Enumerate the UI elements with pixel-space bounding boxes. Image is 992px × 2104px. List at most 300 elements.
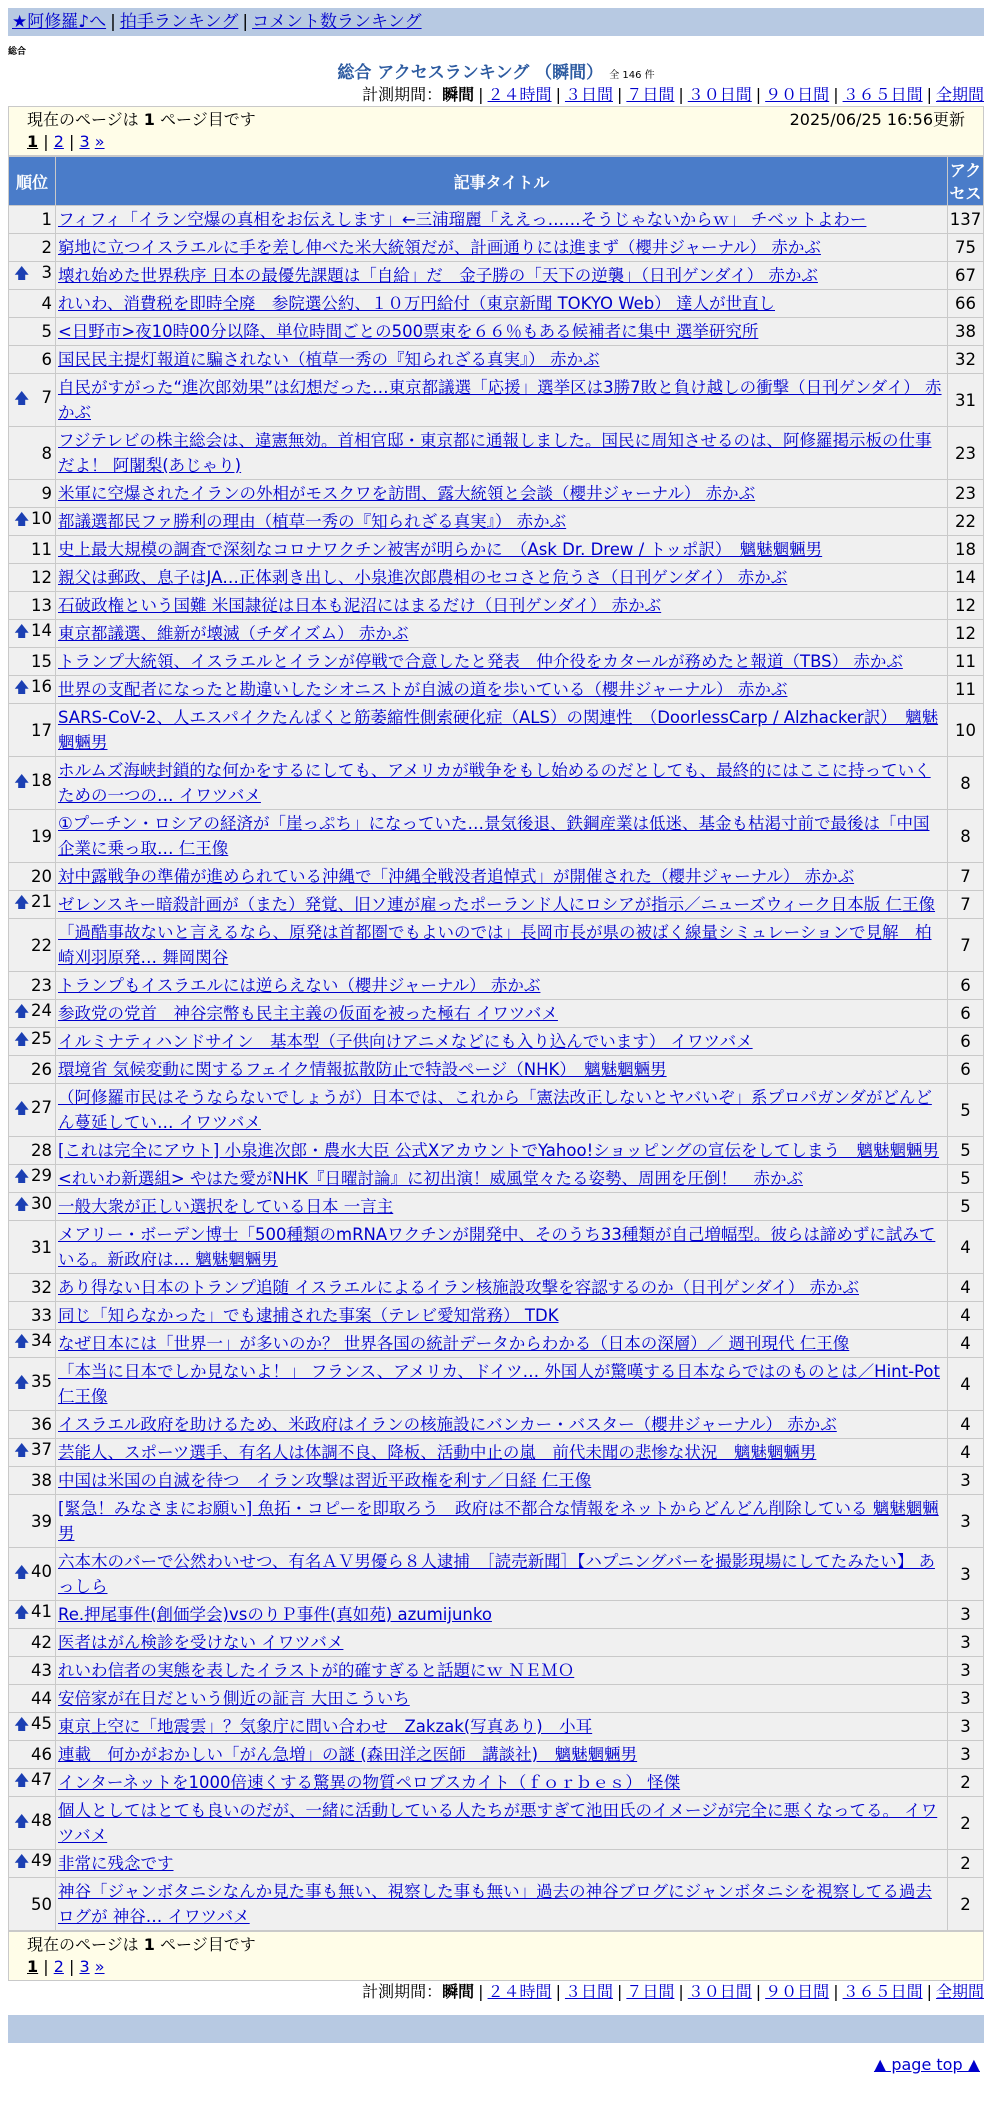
article-link[interactable]: フィフィ「イラン空爆の真相をお伝えします」←三浦瑠麗「ええっ……そうじゃないからｗ」 チベットよわー (58, 210, 867, 229)
pager-page-2[interactable]: 2 (53, 1957, 64, 1976)
rank-number: 49 (31, 1851, 52, 1870)
rank-cell (9, 592, 56, 620)
period-option-6[interactable]: 全期間 (935, 85, 984, 104)
title-cell (56, 620, 948, 648)
rank-cell (9, 1000, 56, 1028)
table-row (9, 1850, 984, 1878)
article-link[interactable]: 参政党の党首 神谷宗幣も民主主義の仮面を被った極右 イワツバメ (58, 1004, 558, 1023)
access-count: 3 (948, 1467, 984, 1495)
access-count: 3 (948, 1741, 984, 1769)
article-link[interactable]: ①プーチン・ロシアの経済が「崖っぷち」になっていた…景気後退、鉄鋼産業は低迷、基金も枯渇寸前で最後は「中国企業に乗っ取… 仁王像 (58, 814, 930, 858)
table-row (9, 1878, 984, 1931)
page-info-top (8, 106, 984, 156)
title-cell (56, 234, 948, 262)
rank-number: 19 (31, 826, 52, 846)
period-option-0[interactable]: ２４時間 (487, 1982, 552, 2001)
table-row (9, 262, 984, 290)
rank-cell (9, 1769, 56, 1797)
article-link[interactable]: ゼレンスキー暗殺計画が（また）発覚、旧ソ連が雇ったポーランド人にロシアが指示／ニューズウィーク日本版 仁王像 (58, 895, 936, 914)
period-option-4[interactable]: ９０日間 (765, 85, 830, 104)
rank-number: 16 (31, 677, 52, 696)
access-count: 4 (948, 1221, 984, 1274)
title-cell (56, 1467, 948, 1495)
period-separator: | (478, 1982, 484, 2001)
rank-number: 47 (31, 1770, 52, 1789)
title-cell (56, 757, 948, 810)
rank-cell (9, 427, 56, 480)
period-label: 計測期間： (362, 85, 443, 104)
access-count: 137 (948, 206, 984, 234)
title-cell (56, 206, 948, 234)
rank-cell (9, 1495, 56, 1548)
clap-ranking-link[interactable]: 拍手ランキング (119, 12, 239, 32)
up-arrow-icon: 🡅 (14, 1002, 30, 1020)
title-cell (56, 1878, 948, 1931)
rank-cell (9, 262, 56, 290)
rank-cell (9, 1601, 56, 1629)
title-cell (56, 676, 948, 704)
title-cell (56, 972, 948, 1000)
rank-cell (9, 1137, 56, 1165)
table-row (9, 1685, 984, 1713)
rank-number: 39 (31, 1511, 52, 1531)
rank-cell (9, 1358, 56, 1411)
rank-cell (9, 1797, 56, 1850)
table-row (9, 810, 984, 863)
rank-cell (9, 1439, 56, 1467)
bottom-bar (8, 2015, 984, 2043)
table-row (9, 1601, 984, 1629)
table-row (9, 1056, 984, 1084)
rank-cell (9, 1685, 56, 1713)
title-cell (56, 1330, 948, 1358)
access-count: 7 (948, 891, 984, 919)
table-row (9, 318, 984, 346)
title-cell (56, 1850, 948, 1878)
title-cell (56, 1000, 948, 1028)
article-link[interactable]: あり得ない日本のトランプ追随 イスラエルによるイラン核施設攻撃を容認するのか（日刊ゲンダイ） 赤かぶ (58, 1278, 860, 1297)
title-cell (56, 1165, 948, 1193)
title-cell (56, 1137, 948, 1165)
table-row (9, 1439, 984, 1467)
access-count: 67 (948, 262, 984, 290)
title-cell (56, 1358, 948, 1411)
article-link[interactable]: 壊れ始めた世界秩序 日本の最優先課題は「自給」だ 金子勝の「天下の逆襲」（日刊ゲンダイ） 赤かぶ (58, 266, 818, 285)
rank-number: 15 (31, 652, 52, 671)
rank-number: 37 (31, 1440, 52, 1459)
rank-number: 12 (31, 568, 52, 587)
rank-cell (9, 206, 56, 234)
period-separator: | (478, 85, 484, 104)
access-count: 3 (948, 1601, 984, 1629)
period-current: 瞬間 (442, 85, 475, 104)
up-arrow-icon: 🡅 (14, 1167, 30, 1185)
rank-cell (9, 810, 56, 863)
title-cell (56, 1685, 948, 1713)
article-link[interactable]: ホルムズ海峡封鎖的な何かをするにしても、アメリカが戦争をもし始めるのだとしても、最終的にはここに持っていくための一つの… イワツバメ (58, 761, 931, 805)
article-link[interactable]: 個人としてはとても良いのだが、一緒に活動している人たちが悪すぎて池田氏のイメージが完全に悪くなってる。 イワツバメ (58, 1801, 938, 1845)
nav-separator: | (242, 12, 249, 32)
table-row (9, 676, 984, 704)
rank-cell (9, 1850, 56, 1878)
period-option-6[interactable]: 全期間 (935, 1982, 984, 2001)
rank-number: 43 (31, 1661, 52, 1680)
access-count: 22 (948, 508, 984, 536)
period-option-3[interactable]: ３０日間 (687, 85, 752, 104)
article-link[interactable]: イスラエル政府を助けるため、米政府はイランの核施設にバンカー・バスター（櫻井ジャーナル） 赤かぶ (58, 1415, 837, 1434)
article-link[interactable]: 連載 何かがおかしい「がん急増」の謎 (森田洋之医師 講談社) 魑魅魍魎男 (58, 1745, 638, 1764)
title-cell (56, 1713, 948, 1741)
rank-cell (9, 1657, 56, 1685)
article-link[interactable]: 国民民主提灯報道に騙されない（植草一秀の『知られざる真実』） 赤かぶ (58, 350, 600, 369)
title-cell (56, 1548, 948, 1601)
access-count: 3 (948, 1685, 984, 1713)
table-row (9, 757, 984, 810)
period-option-5[interactable]: ３６５日間 (842, 85, 923, 104)
access-count: 3 (948, 1713, 984, 1741)
access-count: 3 (948, 1548, 984, 1601)
up-arrow-icon: 🡅 (14, 1441, 30, 1459)
access-count: 4 (948, 1330, 984, 1358)
rank-number: 38 (31, 1471, 52, 1490)
table-row (9, 234, 984, 262)
table-row (9, 1330, 984, 1358)
period-separator: | (616, 1982, 623, 2001)
title-cell (56, 1411, 948, 1439)
article-link[interactable]: 神谷「ジャンボタニシなんか見た事も無い、視察した事も無い」過去の神谷ブログにジャンボタニシを視察してる過去ログが 神谷… イワツバメ (58, 1882, 932, 1926)
rank-cell (9, 648, 56, 676)
article-link[interactable]: [これは完全にアウト] 小泉進次郎・農水大臣 公式XアカウントでYahoo!ショッピングの宣伝をしてしまう 魑魅魍魎男 (58, 1141, 940, 1160)
access-count: 4 (948, 1274, 984, 1302)
period-label: 計測期間： (362, 1982, 443, 2001)
title-cell (56, 262, 948, 290)
rank-number: 1 (41, 210, 52, 229)
article-link[interactable]: SARS-CoV-2、人エスパイクたんぱくと筋萎縮性側索硬化症（ALS）の関連性 （DoorlessCarp / Alzhacker訳） 魑魅魍魎男 (58, 708, 939, 752)
table-row (9, 1657, 984, 1685)
period-separator: | (678, 85, 684, 104)
title-cell (56, 290, 948, 318)
pager-current: 1 (27, 132, 39, 151)
page-top-link[interactable]: ▲ page top ▲ (873, 2055, 980, 2074)
access-count: 5 (948, 1165, 984, 1193)
title-cell (56, 648, 948, 676)
article-link[interactable]: 安倍家が在日だという側近の証言 大田こういち (58, 1689, 410, 1708)
title-cell (56, 1601, 948, 1629)
rank-cell (9, 704, 56, 757)
table-row (9, 648, 984, 676)
rank-cell (9, 1713, 56, 1741)
rank-number: 28 (31, 1141, 52, 1160)
article-link[interactable]: 窮地に立つイスラエルに手を差し伸べた米大統領だが、計画通りには進まず（櫻井ジャーナル） 赤かぶ (58, 238, 821, 257)
up-arrow-icon: 🡅 (14, 1715, 30, 1733)
article-link[interactable]: 米軍に空爆されたイランの外相がモスクワを訪問、露大統領と会談（櫻井ジャーナル） 赤かぶ (58, 484, 756, 503)
article-link[interactable]: 非常に残念です (58, 1854, 174, 1873)
rank-number: 25 (31, 1029, 52, 1048)
title-cell (56, 1193, 948, 1221)
rank-number: 8 (41, 443, 52, 463)
article-link[interactable]: 六本木のバーで公然わいせつ、有名ＡＶ男優ら８人逮捕 ［読売新聞］【ハプニングバーを撮影現場にしてたみたい】 あっしら (58, 1552, 935, 1596)
rank-cell (9, 1221, 56, 1274)
article-link[interactable]: 世界の支配者になったと勘違いしたシオニストが自滅の道を歩いている（櫻井ジャーナル） 赤かぶ (58, 680, 788, 699)
title-cell (56, 318, 948, 346)
rank-cell (9, 374, 56, 427)
rank-number: 11 (31, 540, 52, 559)
period-option-3[interactable]: ３０日間 (687, 1982, 752, 2001)
article-link[interactable]: 同じ「知らなかった」でも逮捕された事案（テレビ愛知常務） TDK (58, 1306, 559, 1325)
rank-number: 27 (31, 1097, 52, 1117)
ranking-table (8, 156, 984, 1931)
home-link[interactable]: ★阿修羅♪へ (12, 12, 107, 32)
article-link[interactable]: トランプもイスラエルには逆らえない（櫻井ジャーナル） 赤かぶ (58, 976, 541, 995)
comment-ranking-link[interactable]: コメント数ランキング (252, 12, 422, 32)
access-count: 2 (948, 1850, 984, 1878)
rank-cell (9, 1629, 56, 1657)
period-separator: | (755, 1982, 762, 2001)
up-arrow-icon: 🡅 (14, 264, 30, 282)
title-cell (56, 810, 948, 863)
access-count: 6 (948, 1028, 984, 1056)
article-link[interactable]: 東京都議選、維新が壊滅（チダイズム） 赤かぶ (58, 624, 409, 643)
pager-next[interactable]: » (94, 1957, 105, 1976)
category-label: 総合 (8, 47, 27, 57)
title-cell (56, 1741, 948, 1769)
page-info-bottom (8, 1931, 984, 1981)
title-cell (56, 374, 948, 427)
up-arrow-icon: 🡅 (14, 1372, 30, 1391)
article-link[interactable]: <れいわ新選組> やはた愛がNHK『日曜討論』に初出演！威風堂々たる姿勢、周囲を圧倒！ 赤かぶ (58, 1169, 803, 1188)
rank-cell (9, 891, 56, 919)
rank-cell (9, 1411, 56, 1439)
access-count: 4 (948, 1358, 984, 1411)
rank-cell (9, 757, 56, 810)
article-link[interactable]: トランプ大統領、イスラエルとイランが停戦で合意したと発表 仲介役をカタールが務めたと報道（TBS） 赤かぶ (58, 652, 903, 671)
up-arrow-icon: 🡅 (14, 1562, 30, 1581)
period-separator: | (555, 1982, 561, 2001)
rank-cell (9, 290, 56, 318)
access-count: 4 (948, 1302, 984, 1330)
access-count: 12 (948, 620, 984, 648)
header-title: 記事タイトル (56, 157, 948, 206)
title-cell (56, 1302, 948, 1330)
up-arrow-icon: 🡅 (14, 1098, 30, 1117)
article-link[interactable]: 芸能人、スポーツ選手、有名人は体調不良、降板、活動中止の嵐 前代未聞の悲惨な状況 魑魅魍魎男 (58, 1443, 817, 1462)
access-count: 14 (948, 564, 984, 592)
access-count: 75 (948, 234, 984, 262)
article-link[interactable]: （阿修羅市民はそうならないでしょうが）日本では、これから「憲法改正しないとヤバいぞ」系プロパガンダがどんどん蔓延してい… イワツバメ (58, 1088, 932, 1132)
title-cell (56, 863, 948, 891)
pager-next[interactable]: » (94, 132, 105, 151)
article-link[interactable]: 「本当に日本でしか見ないよ！」 フランス、アメリカ、ドイツ… 外国人が驚嘆する日本ならではのものとは／Hint-Pot 仁王像 (58, 1362, 940, 1406)
title-cell (56, 1797, 948, 1850)
period-option-1[interactable]: ３日間 (564, 85, 613, 104)
table-row (9, 863, 984, 891)
access-count: 6 (948, 1000, 984, 1028)
rank-number: 23 (31, 976, 52, 995)
table-row (9, 427, 984, 480)
rank-cell (9, 1467, 56, 1495)
article-link[interactable]: 「過酷事故ないと言えるなら、原発は首都圏でもよいのでは」長岡市長が県の被ばく線量シミュレーションで見解 柏崎刈羽原発… 舞岡関谷 (58, 923, 932, 967)
table-row (9, 704, 984, 757)
up-arrow-icon: 🡅 (14, 622, 30, 640)
rank-number: 6 (41, 350, 52, 369)
rank-cell (9, 676, 56, 704)
article-link[interactable]: 一般大衆が正しい選択をしている日本 一言主 (58, 1197, 394, 1216)
article-link[interactable]: 医者はがん検診を受けない イワツバメ (58, 1633, 344, 1652)
table-row (9, 374, 984, 427)
title-cell (56, 1028, 948, 1056)
pager-separator: | (38, 1957, 54, 1976)
rank-number: 2 (41, 238, 52, 257)
access-count: 23 (948, 427, 984, 480)
period-separator: | (678, 1982, 684, 2001)
title-cell (56, 1056, 948, 1084)
period-option-5[interactable]: ３６５日間 (842, 1982, 923, 2001)
rank-number: 10 (31, 509, 52, 528)
table-row (9, 1000, 984, 1028)
table-row (9, 1741, 984, 1769)
access-count: 4 (948, 1439, 984, 1467)
access-count: 2 (948, 1769, 984, 1797)
article-link[interactable]: 中国は米国の自滅を待つ イラン攻撃は習近平政権を利す／日経 仁王像 (58, 1471, 592, 1490)
access-count: 8 (948, 757, 984, 810)
rank-number: 29 (31, 1166, 52, 1185)
period-selector-bottom (8, 1981, 984, 2003)
up-arrow-icon: 🡅 (14, 1030, 30, 1048)
access-count: 3 (948, 1629, 984, 1657)
pager-page-3[interactable]: 3 (79, 1957, 90, 1976)
rank-number: 26 (31, 1060, 52, 1079)
period-separator: | (833, 1982, 839, 2001)
title-cell (56, 1657, 948, 1685)
rank-number: 22 (31, 935, 52, 955)
rank-number: 33 (31, 1306, 52, 1325)
access-count: 4 (948, 1411, 984, 1439)
article-link[interactable]: 自民がすがった“進次郎効果”は幻想だった…東京都議選「応援」選挙区は3勝7敗と負け越しの衝撃（日刊ゲンダイ） 赤かぶ (58, 378, 942, 422)
up-arrow-icon: 🡅 (14, 1852, 30, 1870)
table-row (9, 1495, 984, 1548)
rank-cell (9, 1302, 56, 1330)
access-count: 7 (948, 863, 984, 891)
period-option-4[interactable]: ９０日間 (765, 1982, 830, 2001)
title-cell (56, 1274, 948, 1302)
article-link[interactable]: れいわ信者の実態を表したイラストが的確すぎると話題にｗ ＮＥＭＯ (58, 1661, 575, 1680)
table-row (9, 206, 984, 234)
article-link[interactable]: 史上最大規模の調査で深刻なコロナワクチン被害が明らかに （Ask Dr. Drew / トッポ訳） 魑魅魍魎男 (58, 540, 823, 559)
rank-cell (9, 1028, 56, 1056)
period-separator: | (926, 1982, 932, 2001)
table-row (9, 1548, 984, 1601)
article-link[interactable]: 環境省 気候変動に関するフェイク情報拡散防止で特設ページ（NHK） 魑魅魍魎男 (58, 1060, 667, 1079)
rank-number: 3 (41, 263, 52, 282)
table-row (9, 536, 984, 564)
rank-number: 20 (31, 867, 52, 886)
rank-cell (9, 1084, 56, 1137)
access-count: 2 (948, 1878, 984, 1931)
title-cell (56, 1439, 948, 1467)
article-link[interactable]: れいわ、消費税を即時全廃 参院選公約、１０万円給付（東京新聞 TOKYO Web） 達人が世直し (58, 294, 776, 313)
period-separator: | (755, 85, 762, 104)
rank-number: 30 (31, 1194, 52, 1213)
rank-number: 9 (41, 484, 52, 503)
current-page-text: 現在のページは 1 ページ目です (27, 110, 256, 129)
nav-separator: | (110, 12, 116, 32)
title-cell (56, 891, 948, 919)
article-link[interactable]: <日野市>夜10時00分以降、単位時間ごとの500票束を６６％もある候補者に集中 選挙研究所 (58, 322, 759, 341)
rank-cell (9, 1165, 56, 1193)
article-link[interactable]: 都議選都民ファ勝利の理由（植草一秀の『知られざる真実』） 赤かぶ (58, 512, 567, 531)
table-row (9, 1302, 984, 1330)
period-separator: | (833, 85, 839, 104)
pager-page-2[interactable]: 2 (53, 132, 64, 151)
table-row (9, 1165, 984, 1193)
header-access: アクセス (948, 157, 984, 206)
article-link[interactable]: 石破政権という国難 米国隷従は日本も泥沼にはまるだけ（日刊ゲンダイ） 赤かぶ (58, 596, 662, 615)
pager-separator: | (38, 132, 54, 151)
rank-cell (9, 1193, 56, 1221)
access-count: 6 (948, 1056, 984, 1084)
pager-separator: | (63, 1957, 80, 1976)
table-row (9, 346, 984, 374)
table-row (9, 592, 984, 620)
rank-number: 14 (31, 621, 52, 640)
article-link[interactable]: 東京上空に「地震雲」？気象庁に問い合わせ Zakzak(写真あり) 小耳 (58, 1717, 593, 1736)
up-arrow-icon: 🡅 (14, 771, 30, 790)
up-arrow-icon: 🡅 (14, 1771, 30, 1789)
up-arrow-icon: 🡅 (14, 678, 30, 696)
table-row (9, 1193, 984, 1221)
access-count: 38 (948, 318, 984, 346)
period-option-1[interactable]: ３日間 (564, 1982, 613, 2001)
table-row (9, 564, 984, 592)
table-row (9, 1028, 984, 1056)
title-cell (56, 508, 948, 536)
article-link[interactable]: なぜ日本には「世界一」が多いのか？ 世界各国の統計データからわかる（日本の深層）／ 週刊現代 仁王像 (58, 1334, 850, 1353)
period-option-2[interactable]: ７日間 (626, 1982, 675, 2001)
top-nav-bar (8, 8, 984, 36)
table-row (9, 972, 984, 1000)
article-link[interactable]: [緊急！みなさまにお願い] 魚拓・コピーを即取ろう 政府は不都合な情報をネットからどんどん削除している 魑魅魍魎男 (58, 1499, 939, 1543)
rank-number: 31 (31, 1237, 52, 1257)
article-link[interactable]: フジテレビの株主総会は、違憲無効。首相官邸・東京都に通報しました。国民に周知させるのは、阿修羅掲示板の仕事だよ！ 阿闍梨(あじゃり) (58, 431, 932, 475)
period-selector-top (8, 84, 984, 106)
period-option-2[interactable]: ７日間 (626, 85, 675, 104)
article-link[interactable]: Re.押尾事件(創価学会)vsのりＰ事件(真如苑) azumijunko (58, 1605, 492, 1624)
current-page-text: 現在のページは 1 ページ目です (27, 1935, 256, 1954)
article-link[interactable]: 対中露戦争の準備が進められている沖縄で「沖縄全戦没者追悼式」が開催された（櫻井ジャーナル） 赤かぶ (58, 867, 855, 886)
rank-number: 46 (31, 1745, 52, 1764)
access-count: 18 (948, 536, 984, 564)
article-link[interactable]: メアリー・ボーデン博士「500種類のmRNAワクチンが開発中、そのうち33種類が自己増幅型。彼らは諦めずに試みている。新政府は… 魑魅魍魎男 (58, 1225, 936, 1269)
access-count: 3 (948, 1495, 984, 1548)
rank-cell (9, 234, 56, 262)
rank-number: 45 (31, 1714, 52, 1733)
article-link[interactable]: 親父は郵政、息子はJA…正体剥き出し、小泉進次郎農相のセコさと危うさ（日刊ゲンダイ） 赤かぶ (58, 568, 788, 587)
title-cell (56, 1769, 948, 1797)
rank-cell (9, 564, 56, 592)
pager-page-3[interactable]: 3 (79, 132, 90, 151)
period-option-0[interactable]: ２４時間 (487, 85, 552, 104)
table-row (9, 1769, 984, 1797)
access-count: 11 (948, 648, 984, 676)
up-arrow-icon: 🡅 (14, 1811, 30, 1830)
article-link[interactable]: イルミナティハンドサイン 基本型（子供向けアニメなどにも入り込んでいます） イワツバメ (58, 1032, 753, 1051)
rank-number: 17 (31, 720, 52, 740)
access-count: 2 (948, 1797, 984, 1850)
article-link[interactable]: インターネットを1000倍速くする驚異の物質ペロブスカイト（ｆｏｒｂｅｓ） 怪傑 (58, 1773, 681, 1792)
rank-cell (9, 318, 56, 346)
rank-number: 24 (31, 1001, 52, 1020)
period-separator: | (926, 85, 932, 104)
